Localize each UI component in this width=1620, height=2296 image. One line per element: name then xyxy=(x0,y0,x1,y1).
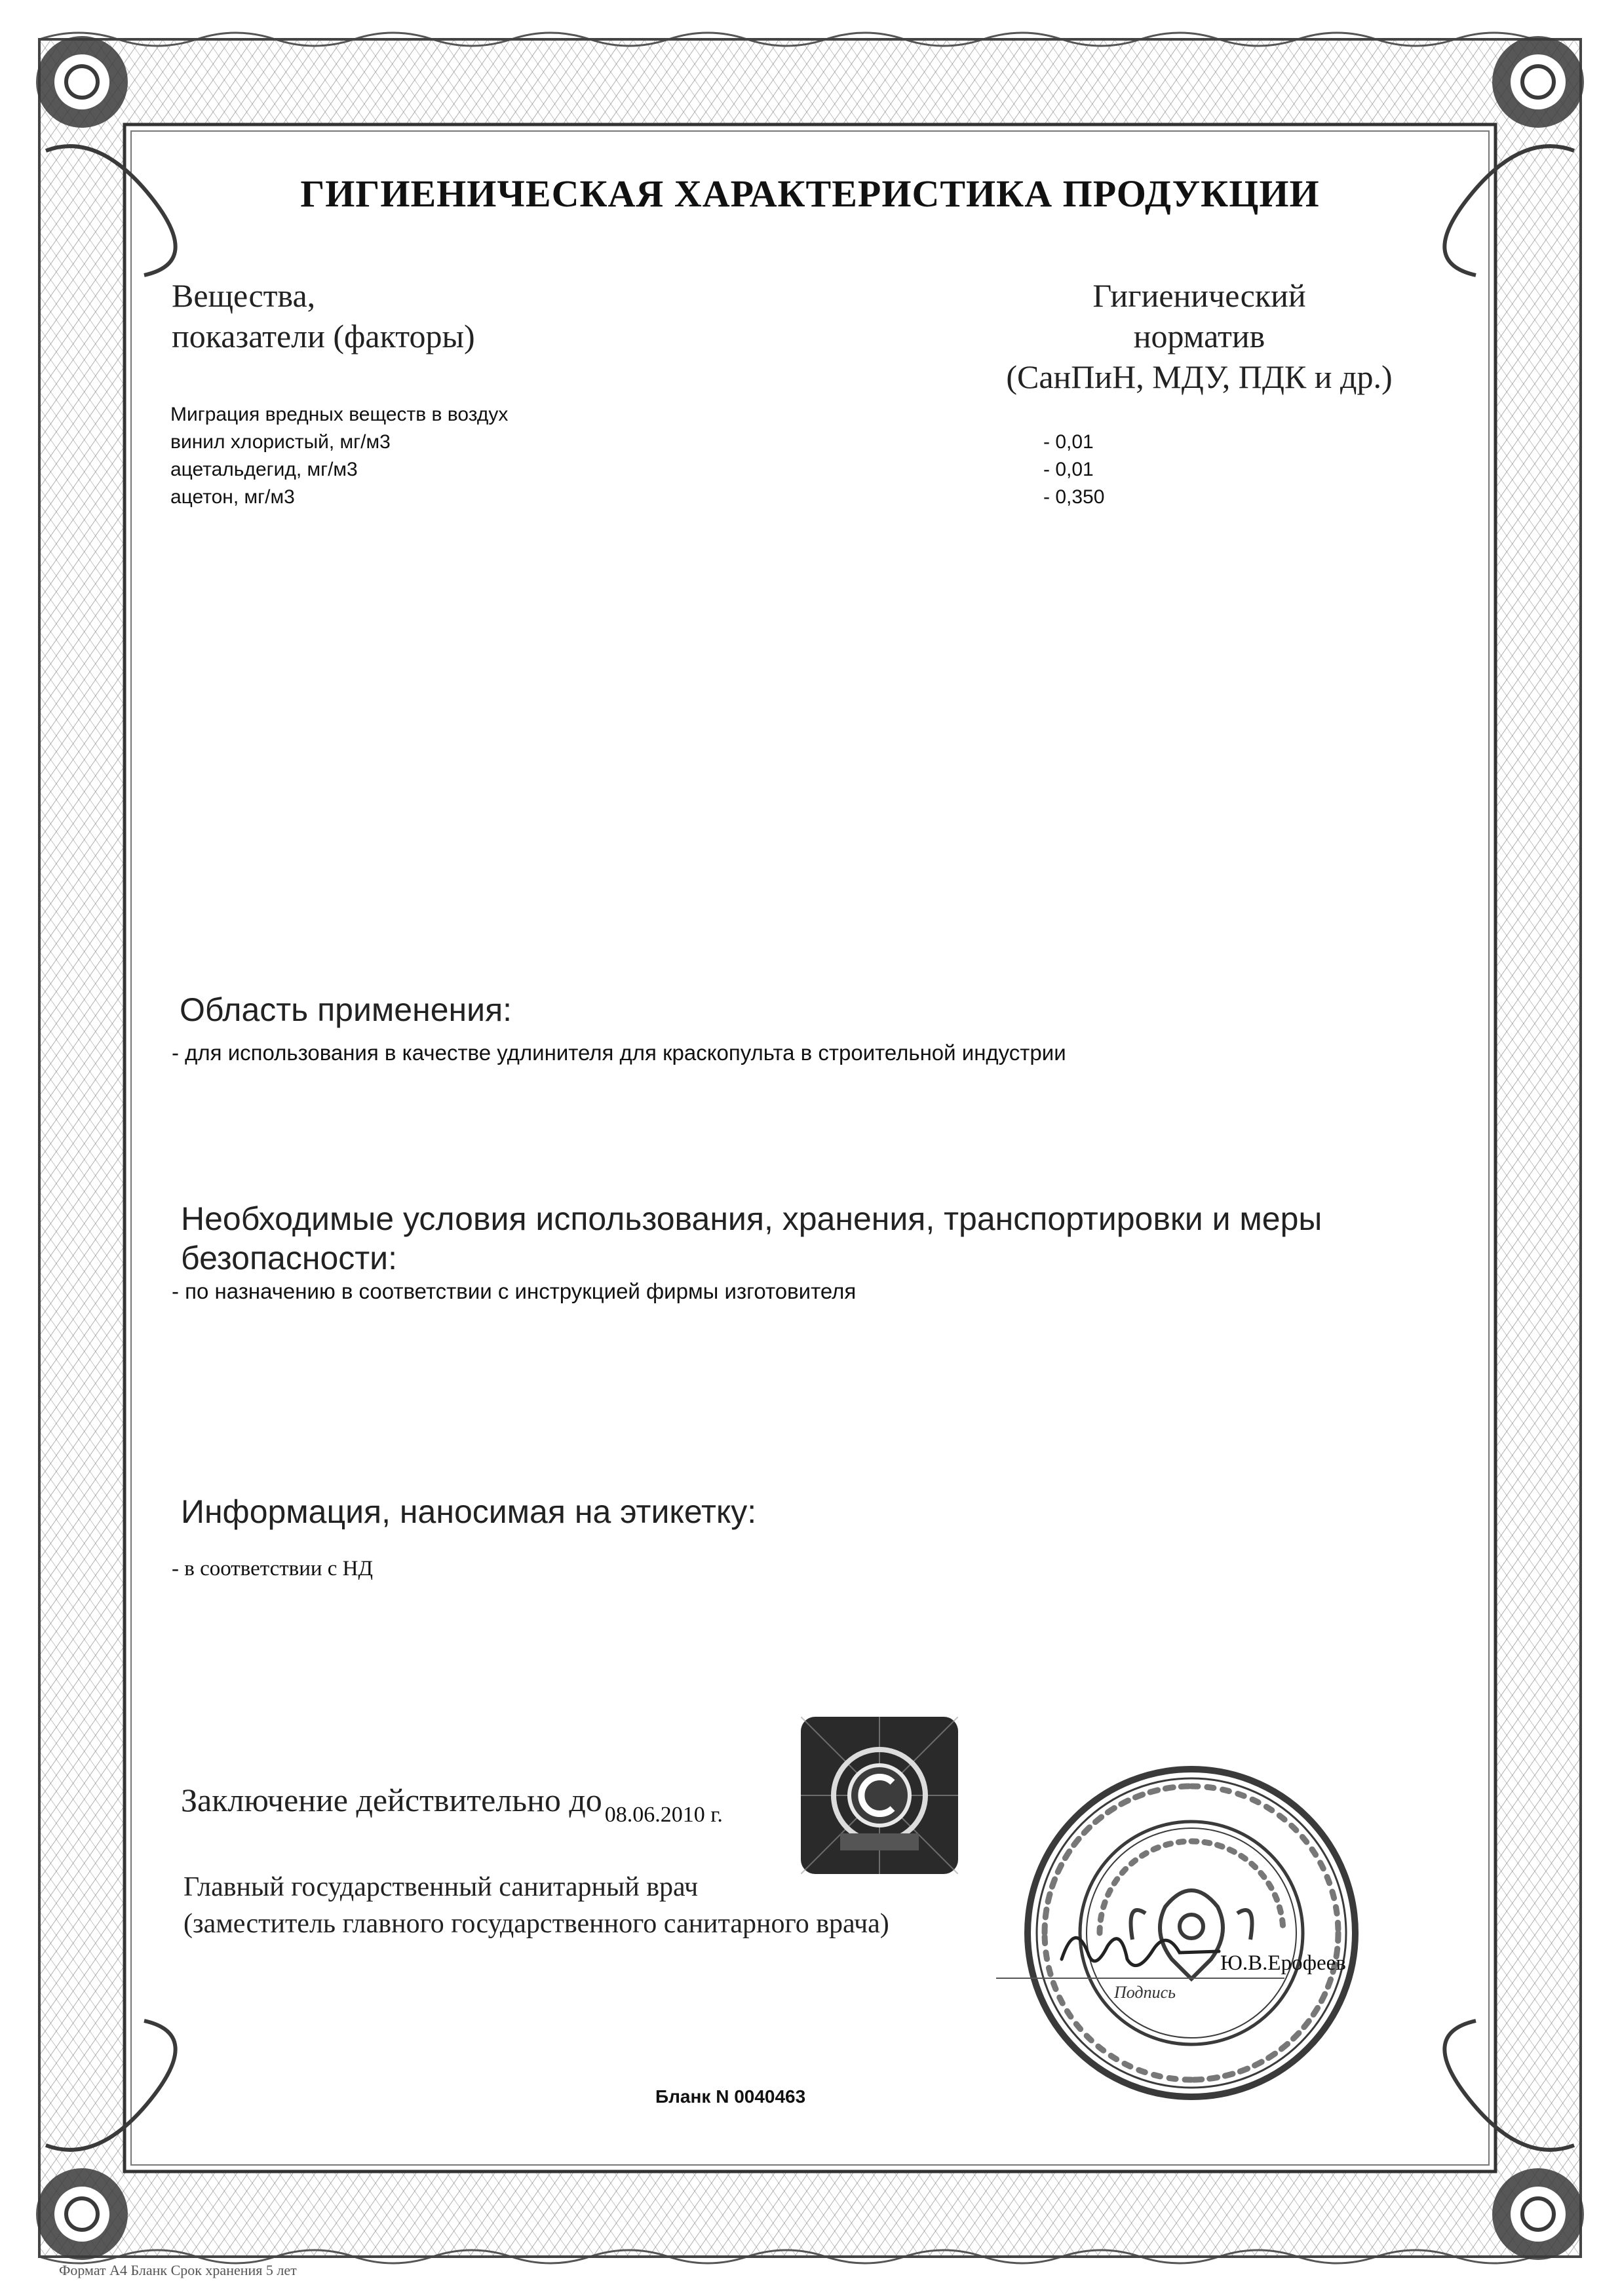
migration-heading: Миграция вредных веществ в воздух xyxy=(170,404,509,425)
conditions-heading xyxy=(181,1199,1322,1278)
blank-number: Бланк N 0040463 xyxy=(655,2086,806,2107)
conditions-heading-line1: Необходимые условия использования, хранения, транспортировки и меры xyxy=(181,1200,1322,1237)
norm-value: - 0,01 xyxy=(1043,431,1094,453)
footer-note: Формат А4 Бланк Срок хранения 5 лет xyxy=(59,2262,297,2278)
conditions-text: - по назначению в соответствии с инструкцией фирмы изготовителя xyxy=(172,1279,857,1303)
label-info-heading: Информация, наносимая на этикетку: xyxy=(181,1493,757,1530)
validity-date: 08.06.2010 г. xyxy=(604,1803,723,1827)
doctor-title xyxy=(183,1869,889,1942)
norm-value: - 0,350 xyxy=(1043,486,1105,508)
substances-column-header xyxy=(172,275,475,356)
substance-row: ацетон, мг/м3 xyxy=(170,486,295,508)
norm-column-header xyxy=(904,275,1494,397)
substance-row: ацетальдегид, мг/м3 xyxy=(170,459,358,480)
validity-line xyxy=(181,1781,723,1827)
migration-substances-list xyxy=(170,401,508,511)
conditions-heading-line2: безопасности: xyxy=(181,1240,397,1276)
migration-norms-list xyxy=(1043,429,1104,511)
hologram-sticker xyxy=(801,1717,958,1874)
substance-row: винил хлористый, мг/м3 xyxy=(170,431,391,453)
signature-caption: Подпись xyxy=(1114,1983,1176,2002)
document-title: ГИГИЕНИЧЕСКАЯ ХАРАКТЕРИСТИКА ПРОДУКЦИИ xyxy=(300,172,1320,215)
norm-header-line3: (СанПиН, МДУ, ПДК и др.) xyxy=(1006,358,1393,395)
signature-line xyxy=(996,1978,1284,1979)
validity-label: Заключение действительно до xyxy=(181,1782,602,1818)
substances-header-line2: показатели (факторы) xyxy=(172,318,475,354)
norm-header-line1: Гигиенический xyxy=(1092,277,1306,314)
norm-value: - 0,01 xyxy=(1043,459,1094,480)
handwritten-signature xyxy=(1049,1913,1245,1979)
doctor-title-line1: Главный государственный санитарный врач xyxy=(183,1872,699,1902)
scope-text: - для использования в качестве удлинителя для краскопульта в строительной индустрии xyxy=(172,1041,1066,1065)
signer-name: Ю.В.Ерофеев xyxy=(1220,1951,1346,1975)
scope-heading: Область применения: xyxy=(180,991,512,1028)
label-info-text: - в соответствии с НД xyxy=(172,1557,374,1580)
norm-header-line2: норматив xyxy=(1133,318,1265,354)
doctor-title-line2: (заместитель главного государственного санитарного врача) xyxy=(183,1909,889,1939)
substances-header-line1: Вещества, xyxy=(172,277,316,314)
